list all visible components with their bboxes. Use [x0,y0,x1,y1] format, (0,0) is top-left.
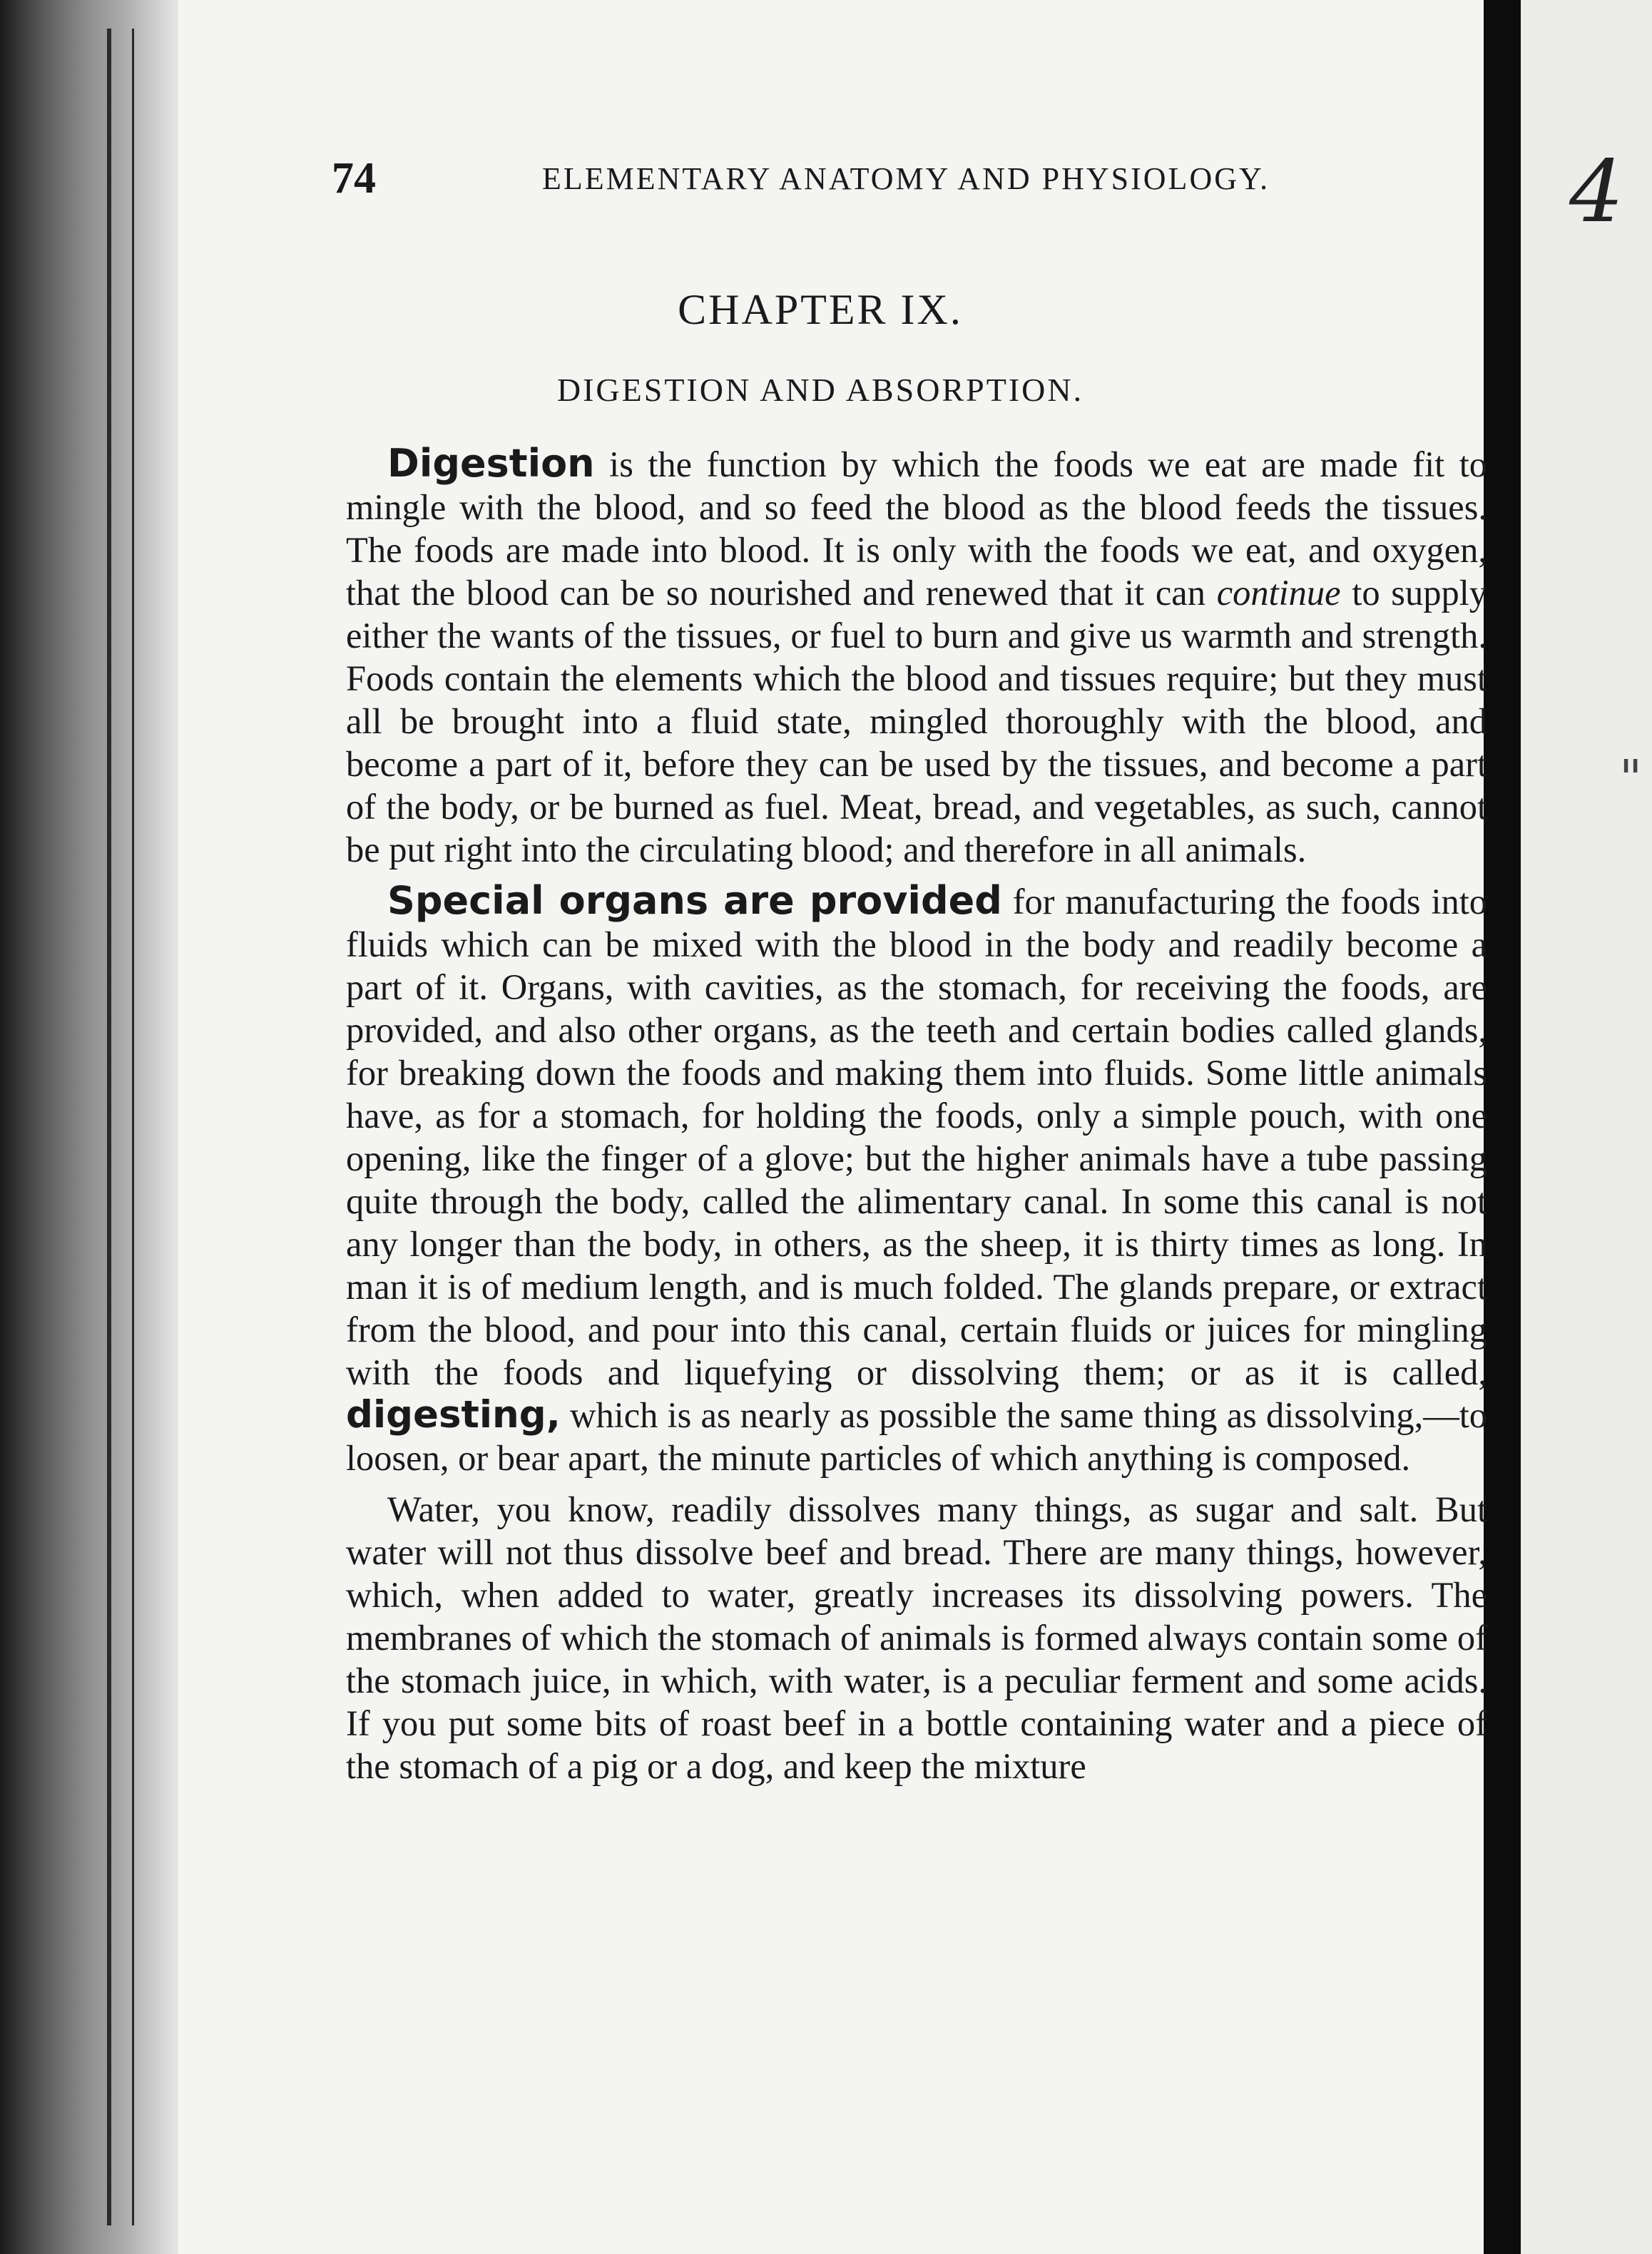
margin-mark: " [1619,749,1643,807]
paragraph-text: Water, you know, readily dissolves many things, as sugar and salt. But water will not thus dissolve beef and bread. There are many things, however, which, when added to water, greatly increases its dissolving powers. The membranes of which the stomach of animals is formed always contain some of the stomach juice, in which, with water, is a peculiar ferment and some acids. If you put some bits of roast beef in a bottle containing water and a piece of the stomach of a pig or a dog, and keep the mixture [346,1489,1487,1786]
page-number: 74 [332,154,376,203]
running-title: ELEMENTARY ANATOMY AND PHYSIOLOGY. [542,161,1270,196]
paragraph [346,442,1487,871]
paragraph-text: for manufacturing the foods into fluids which can be mixed with the blood in the body and readily become a part of it. Organs, with cavities, as the stomach, for receiving the foods, are provided, and also other organs, as the teeth and certain bodies called glands, for breaking down the foods and making them into fluids. Some little animals have, as for a stomach, for holding the foods, only a simple pouch, with one opening, like the finger of a glove; but the higher animals have a tube passing quite through the body, called the alimentary canal. In some this canal is not any longer than the body, in others, as the sheep, it is thirty times as long. In man it is of medium length, and is much folded. The glands prepare, or extract from the blood, and pour into this canal, certain fluids or juices for mingling with the foods and liquefying or dissolving them; or as it is called, [346,882,1487,1392]
section-title: DIGESTION AND ABSORPTION. [556,372,1084,408]
paragraph-text: to supply either the wants of the tissues, or fuel to burn and give us warmth and strength. Foods contain the elements which the blood and tissues require; but they must all be brought into a fluid state, mingled thoroughly with the blood, and become a part of it, before they can be used by the tissues, and become a part of the body, or be burned as fuel. Meat, bread, and vegetables, as such, cannot be put right into the circulating blood; and therefore in all animals. [346,573,1487,870]
paragraph-lead: Digestion [387,441,595,486]
body-text [346,442,1487,1788]
inline-bold-term: digesting, [346,1393,561,1437]
emphasis-text: continue [1216,573,1341,613]
chapter-title: CHAPTER IX. [678,286,963,333]
next-page-edge [1521,0,1652,2254]
paragraph-text: is the function by which the foods we eat are made fit to mingle with the blood, and so feed the blood as the blood feeds the tissues. The foods are made into blood. It is only with the foods we eat, and oxygen, that the blood can be so nourished and renewed that it can [346,444,1487,613]
gutter-line [132,29,134,2225]
gutter-line [107,29,111,2225]
paragraph [346,1488,1487,1788]
paragraph [346,879,1487,1479]
paragraph-text: which is as nearly as possible the same thing as dissolving,—to loosen, or bear apart, the minute particles of which anything is composed. [346,1395,1487,1478]
paragraph-lead: Special organs are provided [387,878,1002,923]
page-header [332,153,1473,203]
handwritten-margin-note: 4 [1569,143,1624,242]
book-gutter [0,0,178,2254]
page-divider [1484,0,1521,2254]
